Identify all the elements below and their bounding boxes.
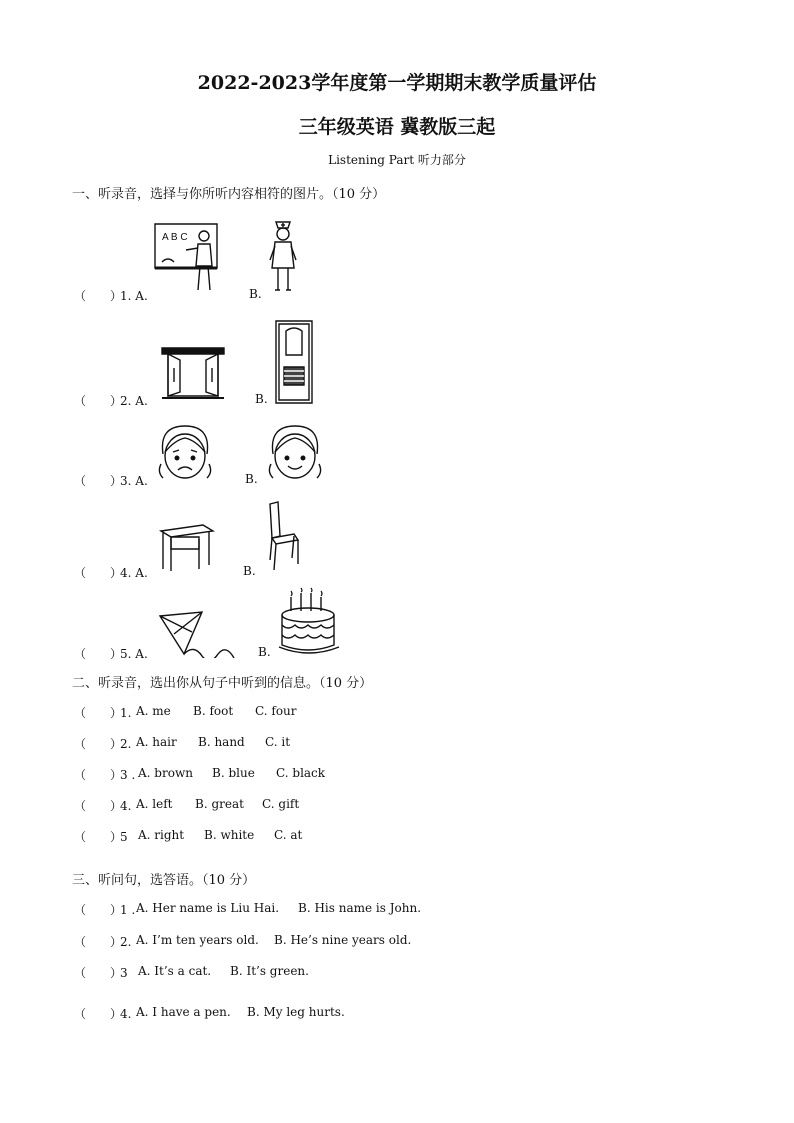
door-icon[interactable]	[274, 319, 314, 405]
answer-bracket[interactable]: （ ）	[74, 768, 123, 782]
s1-q5-option-b-label: B.	[258, 645, 271, 659]
answer-bracket[interactable]: （ ）	[74, 935, 123, 949]
s2-q4-option-a[interactable]: A. left	[136, 797, 173, 811]
answer-bracket[interactable]: （ ）	[74, 830, 123, 844]
sad-girl-face-icon[interactable]	[155, 424, 215, 482]
s2-q2-option-a[interactable]: A. hair	[136, 735, 177, 749]
page-subtitle: 三年级英语 冀教版三起	[298, 116, 496, 138]
s3-q1-option-a[interactable]: A. Her name is Liu Hai.	[136, 901, 280, 915]
part-label: Listening Part 听力部分	[328, 153, 466, 167]
s2-q2-option-c[interactable]: C. it	[265, 735, 291, 749]
answer-bracket[interactable]: （ ）	[74, 1007, 123, 1021]
answer-bracket[interactable]: （ ）	[74, 966, 123, 980]
s3-q3-option-b[interactable]: B. It’s green.	[230, 964, 309, 978]
s3-question-1: （ ）1 .	[74, 903, 136, 917]
s3-q4-option-a[interactable]: A. I have a pen.	[136, 1005, 231, 1019]
answer-bracket[interactable]: （ ）	[74, 394, 123, 408]
s2-question-5: （ ）5	[74, 830, 128, 844]
section-2-heading: 二、听录音，选出你从句子中听到的信息。（10 分）	[72, 676, 373, 691]
s2-q4-option-b[interactable]: B. great	[195, 797, 244, 811]
answer-bracket[interactable]: （ ）	[74, 737, 123, 751]
happy-girl-face-icon[interactable]	[265, 424, 325, 482]
window-icon[interactable]	[160, 346, 226, 402]
desk-icon[interactable]	[157, 521, 215, 573]
s1-question-4: （ ）4. A.	[74, 566, 148, 580]
answer-bracket[interactable]: （ ）	[74, 566, 123, 580]
s1-q4-option-b-label: B.	[243, 564, 256, 578]
s2-q5-option-a[interactable]: A. right	[138, 828, 185, 842]
s1-question-5: （ ）5. A.	[74, 647, 148, 661]
s1-q2-option-b-label: B.	[255, 392, 268, 406]
nurse-icon[interactable]	[268, 216, 298, 296]
s3-q2-option-b[interactable]: B. He’s nine years old.	[274, 933, 412, 947]
s3-q1-option-b[interactable]: B. His name is John.	[298, 901, 422, 915]
teacher-at-blackboard-icon[interactable]	[152, 220, 222, 298]
s1-question-3: （ ）3. A.	[74, 474, 148, 488]
s3-question-4: （ ）4.	[74, 1007, 132, 1021]
s2-question-2: （ ）2.	[74, 737, 132, 751]
page-title: 2022-2023学年度第一学期期末教学质量评估	[197, 72, 597, 94]
blackboard-letters: A B C	[162, 232, 188, 243]
s3-question-2: （ ）2.	[74, 935, 132, 949]
s2-q5-option-b[interactable]: B. white	[204, 828, 255, 842]
s2-q1-option-a[interactable]: A. me	[136, 704, 171, 718]
s2-q4-option-c[interactable]: C. gift	[262, 797, 300, 811]
section-1-heading: 一、听录音，选择与你所听内容相符的图片。（10 分）	[72, 187, 386, 202]
birthday-cake-icon[interactable]	[277, 587, 341, 655]
kite-icon[interactable]	[154, 610, 236, 658]
s2-question-4: （ ）4.	[74, 799, 132, 813]
s3-q3-option-a[interactable]: A. It’s a cat.	[138, 964, 212, 978]
s3-q4-option-b[interactable]: B. My leg hurts.	[247, 1005, 345, 1019]
s2-q1-option-c[interactable]: C. four	[255, 704, 297, 718]
s1-question-2: （ ）2. A.	[74, 394, 148, 408]
s2-q3-option-b[interactable]: B. blue	[212, 766, 255, 780]
s2-q3-option-c[interactable]: C. black	[276, 766, 326, 780]
answer-bracket[interactable]: （ ）	[74, 799, 123, 813]
s1-q3-option-b-label: B.	[245, 472, 258, 486]
answer-bracket[interactable]: （ ）	[74, 647, 123, 661]
answer-bracket[interactable]: （ ）	[74, 474, 123, 488]
s3-q2-option-a[interactable]: A. I’m ten years old.	[136, 933, 259, 947]
s2-q2-option-b[interactable]: B. hand	[198, 735, 245, 749]
s1-question-1: （ ）1. A.	[74, 289, 148, 303]
s2-q1-option-b[interactable]: B. foot	[193, 704, 234, 718]
section-3-heading: 三、听问句，选答语。（10 分）	[72, 873, 256, 888]
s3-question-3: （ ）3	[74, 966, 128, 980]
s2-q5-option-c[interactable]: C. at	[274, 828, 303, 842]
s2-question-1: （ ）1.	[74, 706, 132, 720]
s2-question-3: （ ）3 .	[74, 768, 136, 782]
answer-bracket[interactable]: （ ）	[74, 903, 123, 917]
chair-icon[interactable]	[264, 500, 300, 572]
answer-bracket[interactable]: （ ）	[74, 289, 123, 303]
answer-bracket[interactable]: （ ）	[74, 706, 123, 720]
s2-q3-option-a[interactable]: A. brown	[138, 766, 193, 780]
s1-q1-option-b-label: B.	[249, 287, 262, 301]
